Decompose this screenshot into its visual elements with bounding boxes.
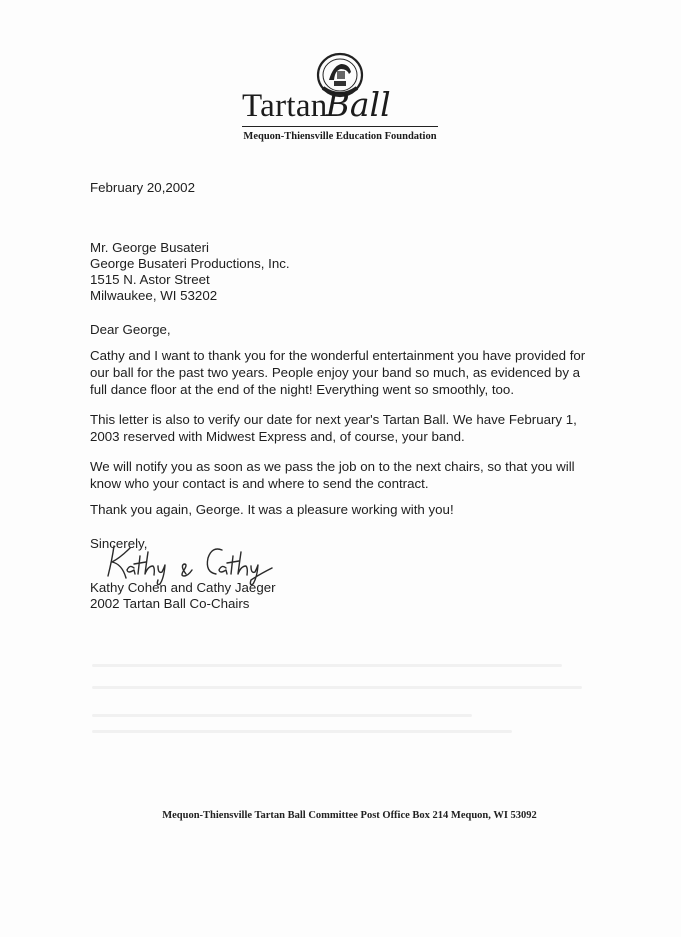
- bleed-through-mark: [92, 686, 582, 689]
- recipient-name: Mr. George Busateri: [90, 240, 209, 255]
- paragraph-line: 2003 reserved with Midwest Express and, of course, your band.: [90, 429, 465, 444]
- paragraph-closing-thanks: Thank you again, George. It was a pleasure working with you!: [90, 502, 454, 517]
- brand-ball-script: Ball: [325, 85, 391, 124]
- footer-address: Mequon-Thiensville Tartan Ball Committee Post Office Box 214 Mequon, WI 53092: [162, 810, 537, 821]
- recipient-city: Milwaukee, WI 53202: [90, 288, 218, 303]
- foundation-name: Mequon-Thiensville Education Foundation: [243, 131, 437, 142]
- letterhead: [238, 48, 443, 148]
- paragraph-line: This letter is also to verify our date for next year's Tartan Ball. We have February 1,: [90, 412, 577, 427]
- paragraph-line: We will notify you as soon as we pass the job on to the next chairs, so that you will: [90, 459, 575, 474]
- paragraph-line: full dance floor at the end of the night! Everything went so smoothly, too.: [90, 382, 515, 397]
- paragraph-line: know who your contact is and where to send the contract.: [90, 476, 429, 491]
- bleed-through-mark: [92, 730, 512, 733]
- closing: Sincerely,: [90, 536, 148, 551]
- paragraph-date-verification: [90, 412, 577, 446]
- brand-tartan-text: Tartan: [242, 88, 328, 124]
- paragraph-contact: [90, 459, 575, 493]
- recipient-street: 1515 N. Astor Street: [90, 272, 210, 287]
- signer-block: [90, 580, 276, 612]
- recipient-address: [90, 240, 290, 304]
- letter-date: February 20,2002: [90, 180, 195, 195]
- bleed-through-mark: [92, 664, 562, 667]
- brand-wordmark: [242, 85, 391, 125]
- signer-names: Kathy Cohen and Cathy Jaeger: [90, 580, 276, 595]
- bleed-through-mark: [92, 714, 472, 717]
- paragraph-line: Cathy and I want to thank you for the wonderful entertainment you have provided for: [90, 348, 586, 363]
- signer-title: 2002 Tartan Ball Co-Chairs: [90, 596, 250, 611]
- letterhead-divider: [242, 126, 438, 127]
- paragraph-thanks: [90, 348, 585, 399]
- recipient-company: George Busateri Productions, Inc.: [90, 256, 290, 271]
- paragraph-line: our ball for the past two years. People enjoy your band so much, as evidenced by a: [90, 365, 581, 380]
- salutation: Dear George,: [90, 322, 171, 337]
